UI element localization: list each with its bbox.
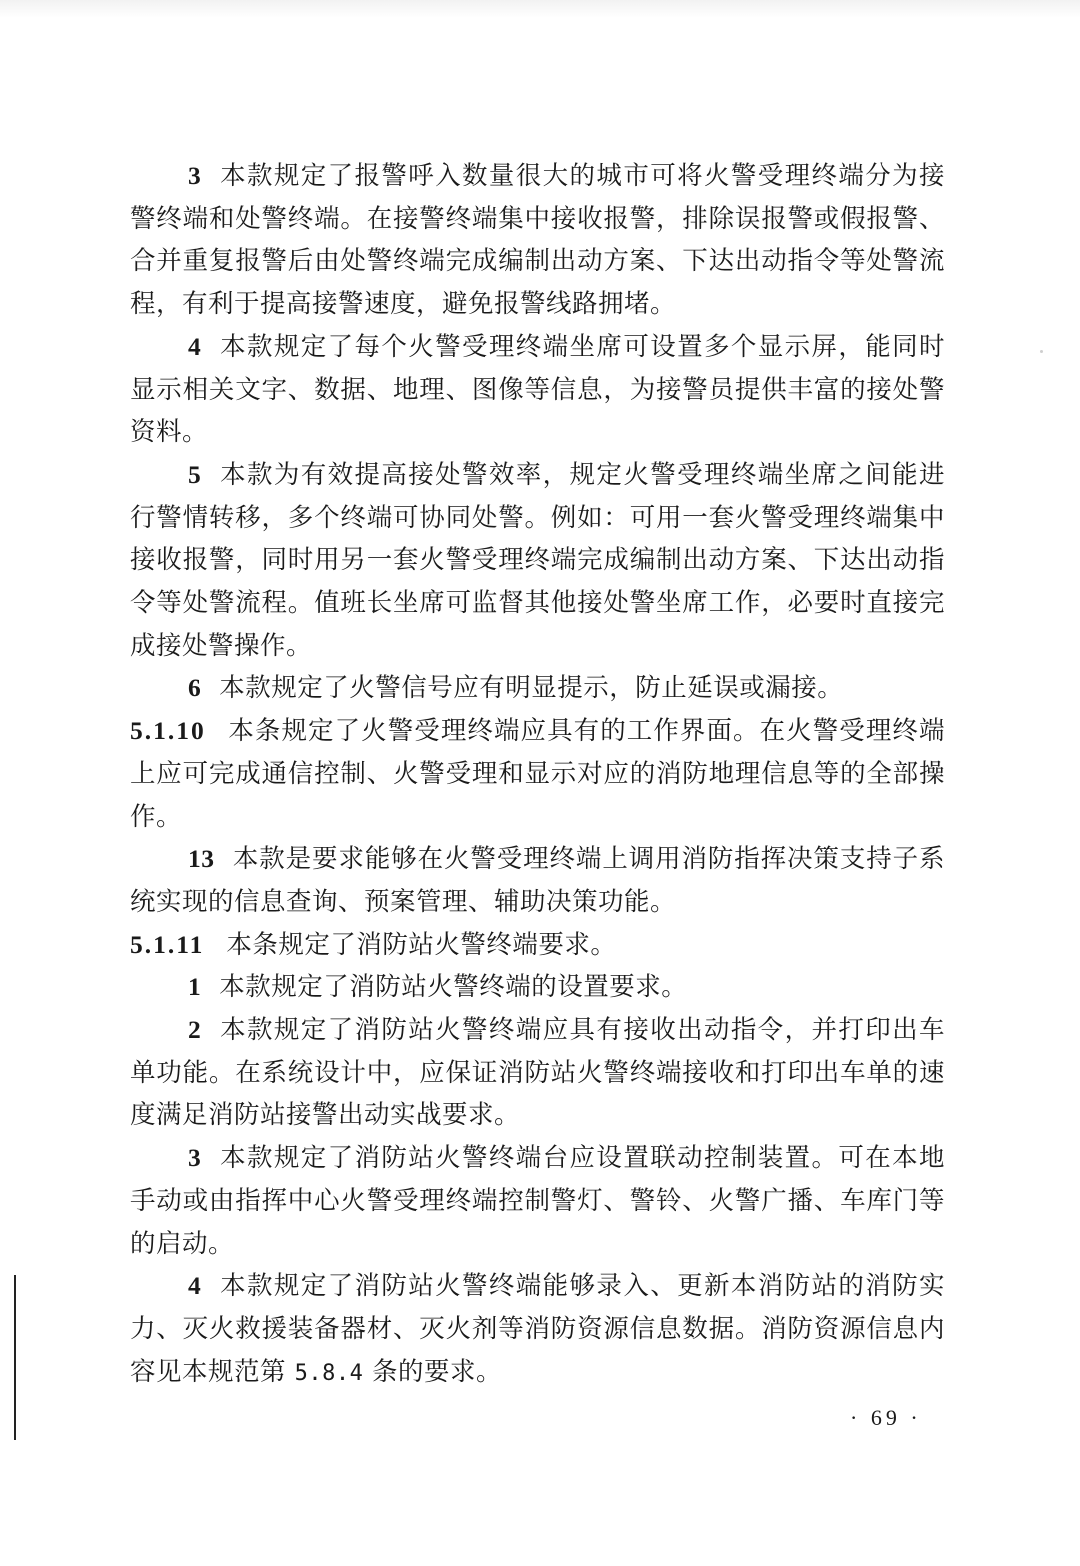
clause-5-1-10 xyxy=(130,710,945,838)
item-number: 13 xyxy=(188,844,215,874)
item-number: 5 xyxy=(188,459,202,489)
scan-speck xyxy=(1040,350,1043,353)
binding-edge-line xyxy=(14,1275,16,1440)
clause-number: 5.1.11 xyxy=(130,929,205,959)
item-text: 本款规定了消防站火警终端应具有接收出动指令，并打印出车单功能。在系统设计中，应保证消防站火警终端接收和打印出车单的速度满足消防站接警出动实战要求。 xyxy=(130,1015,945,1131)
paragraph-item-3 xyxy=(130,155,945,326)
item-number: 3 xyxy=(188,161,202,190)
clause-5-1-11 xyxy=(130,924,945,967)
scan-top-edge xyxy=(0,0,1080,18)
item-number: 4 xyxy=(188,331,202,361)
paragraph-item-4b xyxy=(130,1265,945,1395)
item-number: 4 xyxy=(188,1271,202,1301)
clause-text: 本条规定了消防站火警终端要求。 xyxy=(226,929,617,960)
section-reference: 5.8.4 xyxy=(294,1360,364,1386)
item-text-end: 条的要求。 xyxy=(371,1356,502,1387)
clause-text: 本条规定了火警受理终端应具有的工作界面。在火警受理终端上应可完成通信控制、火警受理和显示对应的消防地理信息等的全部操作。 xyxy=(130,716,945,832)
item-text: 本款规定了消防站火警终端能够录入、更新本消防站的消防实力、灭火救援装备器材、灭火剂等消防资源信息数据。消防资源信息内容见本规范第 xyxy=(130,1271,945,1387)
item-text: 本款规定了火警信号应有明显提示，防止延误或漏接。 xyxy=(219,673,844,704)
item-number: 3 xyxy=(188,1143,202,1173)
item-number: 1 xyxy=(188,972,202,1002)
paragraph-item-2 xyxy=(130,1009,945,1137)
paragraph-item-13 xyxy=(130,838,945,923)
page-number: · 69 · xyxy=(850,1405,922,1430)
paragraph-item-5 xyxy=(130,454,945,668)
paragraph-item-3b xyxy=(130,1137,945,1265)
item-text: 本款规定了报警呼入数量很大的城市可将火警受理终端分为接警终端和处警终端。在接警终端集中接收报警，排除误报警或假报警、合并重复报警后由处警终端完成编制出动方案、下达出动指令等处警流程，有利于提高接警速度，避免报警线路拥堵。 xyxy=(130,161,945,320)
paragraph-item-1 xyxy=(130,966,945,1009)
item-text: 本款规定了消防站火警终端台应设置联动控制装置。可在本地手动或由指挥中心火警受理终端控制警灯、警铃、火警广播、车库门等的启动。 xyxy=(130,1143,945,1259)
item-number: 6 xyxy=(188,673,202,703)
page-body xyxy=(130,155,945,1395)
clause-number: 5.1.10 xyxy=(130,716,206,746)
paragraph-item-6 xyxy=(130,667,945,710)
item-number: 2 xyxy=(188,1015,202,1045)
item-text: 本款是要求能够在火警受理终端上调用消防指挥决策支持子系统实现的信息查询、预案管理、辅助决策功能。 xyxy=(130,844,945,917)
item-text: 本款规定了每个火警受理终端坐席可设置多个显示屏，能同时显示相关文字、数据、地理、图像等信息，为接警员提供丰富的接处警资料。 xyxy=(130,331,945,448)
paragraph-item-4 xyxy=(130,326,945,454)
item-text: 本款为有效提高接处警效率，规定火警受理终端坐席之间能进行警情转移，多个终端可协同处警。例如：可用一套火警受理终端集中接收报警，同时用另一套火警受理终端完成编制出动方案、下达出动指令等处警流程。值班长坐席可监督其他接处警坐席工作，必要时直接完成接处警操作。 xyxy=(130,459,945,661)
item-text: 本款规定了消防站火警终端的设置要求。 xyxy=(219,972,688,1003)
